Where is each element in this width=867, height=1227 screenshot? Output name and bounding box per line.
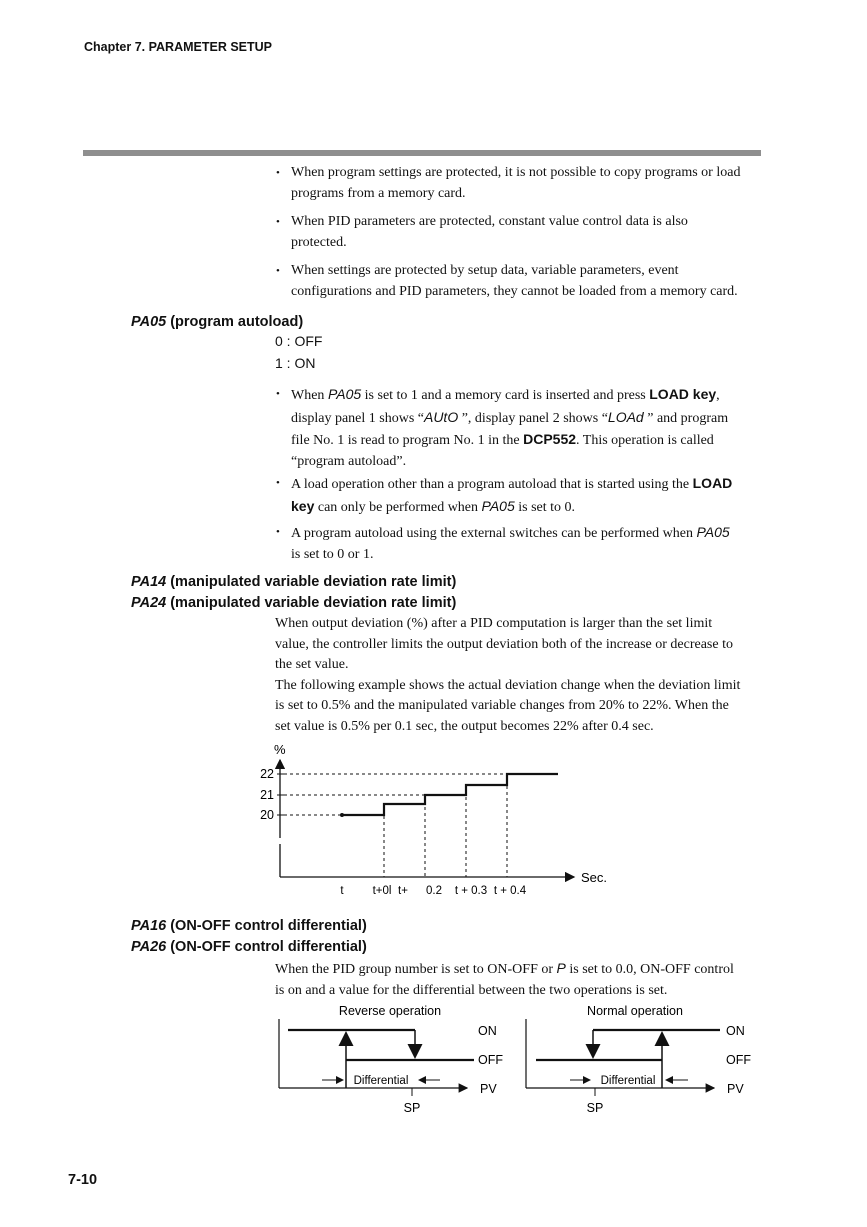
bullet-setup-protect: • When settings are protected by setup data, variable parameters, event configurations and PID parameters, they cannot be loaded from a memory card. — [275, 261, 765, 302]
diagram-title: Normal operation — [587, 1004, 683, 1018]
bullet-line: protected. — [291, 234, 347, 250]
bullet-pid-protect: • When PID parameters are protected, constant value control data is also protected. — [275, 212, 765, 253]
param-ref: PA05 — [696, 524, 730, 540]
text: . This operation is called — [576, 433, 714, 448]
pa05-bullet-external: • A program autoload using the external switches can be performed when PA05 is set to 0 or 1. — [275, 522, 765, 565]
chapter-header: Chapter 7. PARAMETER SETUP — [84, 40, 272, 54]
text: is on and a value for the differential between the two operations is set. — [275, 982, 668, 998]
bullet-program-protect: • When program settings are protected, it is not possible to copy programs or load programs from a memory card. — [275, 163, 765, 204]
text: A program autoload using the external switches can be performed when — [291, 526, 697, 541]
text-line: value, the controller limits the output deviation both of the increase or decrease to — [275, 636, 733, 652]
on-label: ON — [726, 1024, 745, 1038]
text: When — [291, 388, 328, 403]
page-number: 7-10 — [68, 1172, 98, 1188]
pa14-code: PA14 — [131, 574, 167, 590]
text: display panel 1 shows “ — [291, 410, 424, 426]
key-ref: key — [291, 497, 315, 514]
bullet-line: When PID parameters are protected, constant value control data is also — [291, 214, 688, 229]
differential-label: Differential — [353, 1075, 409, 1087]
text-line: set value is 0.5% per 0.1 sec, the output becomes 22% after 0.4 sec. — [275, 718, 654, 734]
text: is set to 1 and a memory card is inserted and press — [361, 388, 650, 403]
header-rule — [83, 150, 761, 156]
text: ” and program — [643, 410, 729, 426]
pa26-description — [275, 958, 765, 1001]
pa05-option-off: 0 : OFF — [275, 333, 323, 349]
pa05-bullet-load: • A load operation other than a program autoload that is started using the LOAD key can only be performed when PA05 is set to 0. — [276, 475, 733, 515]
pa24-description — [275, 614, 765, 737]
key-ref: LOAD key — [649, 386, 717, 402]
text: can only be performed when — [314, 499, 482, 515]
text: A load operation other than a program autoload that is started using the — [291, 477, 693, 492]
deviation-step-chart — [250, 740, 620, 905]
pa05-heading — [131, 314, 303, 330]
pv-label: PV — [727, 1082, 744, 1096]
x-tick-label: t+0l — [372, 885, 392, 897]
text: “program autoload”. — [291, 453, 407, 469]
pa16-title: (ON-OFF control differential) — [166, 918, 367, 934]
param-ref: PA05 — [327, 386, 362, 402]
x-tick-label: t + 0.4 — [493, 885, 527, 897]
reverse-operation-diagram — [279, 1004, 503, 1115]
bullet-line: When settings are protected by setup data, variable parameters, event — [291, 263, 679, 278]
y-tick-label: 22 — [260, 767, 274, 781]
text: When the PID group number is set to ON-OFF or — [275, 962, 557, 977]
x-unit-label: Sec. — [581, 870, 608, 885]
text: is set to 0 or 1. — [291, 546, 374, 562]
text-line: is set to 0.5% and the manipulated variable changes from 20% to 22%. When the — [275, 698, 729, 713]
x-tick-label: t — [340, 885, 344, 897]
sp-label: SP — [586, 1101, 604, 1115]
display-text: AUtO — [423, 408, 459, 425]
y-tick-label: 21 — [260, 788, 274, 802]
pa24-title: (manipulated variable deviation rate limit) — [166, 595, 457, 611]
y-unit-label: % — [274, 742, 286, 757]
text: is set to 0.0, ON-OFF control — [565, 962, 734, 977]
text-line: The following example shows the actual deviation change when the deviation limit — [275, 677, 741, 693]
text: ”, display panel 2 shows “ — [458, 410, 608, 426]
pa16-heading — [131, 918, 367, 934]
sp-label: SP — [403, 1101, 421, 1115]
x-tick-label: 0.2 — [426, 885, 442, 897]
pa05-option-on: 1 : ON — [275, 355, 316, 371]
pa26-code: PA26 — [131, 939, 167, 955]
pv-label: PV — [480, 1082, 497, 1096]
differential-label: Differential — [600, 1075, 656, 1087]
pa05-bullet-autoload: • When PA05 is set to 1 and a memory card is inserted and press LOAD key, display panel 1 shows “AUtO ”, display panel 2 shows “LOAd ” and program file No. 1 is read to program No. 1 in the DCP552. This operation is called “program autoload”. — [275, 384, 765, 472]
y-tick-label: 20 — [260, 808, 274, 822]
param-ref: PA05 — [481, 497, 515, 514]
diagram-title: Reverse operation — [338, 1004, 442, 1018]
pa05-code: PA05 — [131, 314, 167, 330]
key-ref: LOAD — [692, 475, 733, 491]
text-line: the set value. — [275, 657, 349, 672]
x-tick-label: t + 0.3 — [454, 885, 488, 897]
pa14-heading — [131, 574, 456, 590]
x-tick-label: t+ — [398, 885, 408, 897]
off-label: OFF — [478, 1053, 503, 1067]
display-text: LOAd — [607, 408, 644, 425]
pa16-code: PA16 — [131, 918, 167, 934]
onoff-diagrams — [270, 998, 770, 1120]
text: file No. 1 is read to program No. 1 in the — [291, 433, 524, 448]
bullet-line: configurations and PID parameters, they cannot be loaded from a memory card. — [291, 283, 738, 299]
pa05-title: (program autoload) — [166, 314, 304, 330]
text: , — [716, 388, 720, 403]
text-line: When output deviation (%) after a PID computation is larger than the set limit — [275, 616, 713, 631]
off-label: OFF — [726, 1053, 751, 1067]
pa26-title: (ON-OFF control differential) — [166, 939, 367, 955]
normal-operation-diagram — [526, 1004, 751, 1115]
pa24-heading — [131, 595, 456, 611]
on-label: ON — [478, 1024, 497, 1038]
param-ref: P — [556, 960, 566, 976]
text: is set to 0. — [514, 499, 576, 515]
bullet-line: programs from a memory card. — [291, 185, 466, 201]
model-ref: DCP552 — [523, 431, 577, 447]
pa14-title: (manipulated variable deviation rate limit) — [166, 574, 457, 590]
pa24-code: PA24 — [131, 595, 167, 611]
bullet-line: When program settings are protected, it is not possible to copy programs or load — [291, 165, 741, 180]
pa26-heading — [131, 939, 367, 955]
